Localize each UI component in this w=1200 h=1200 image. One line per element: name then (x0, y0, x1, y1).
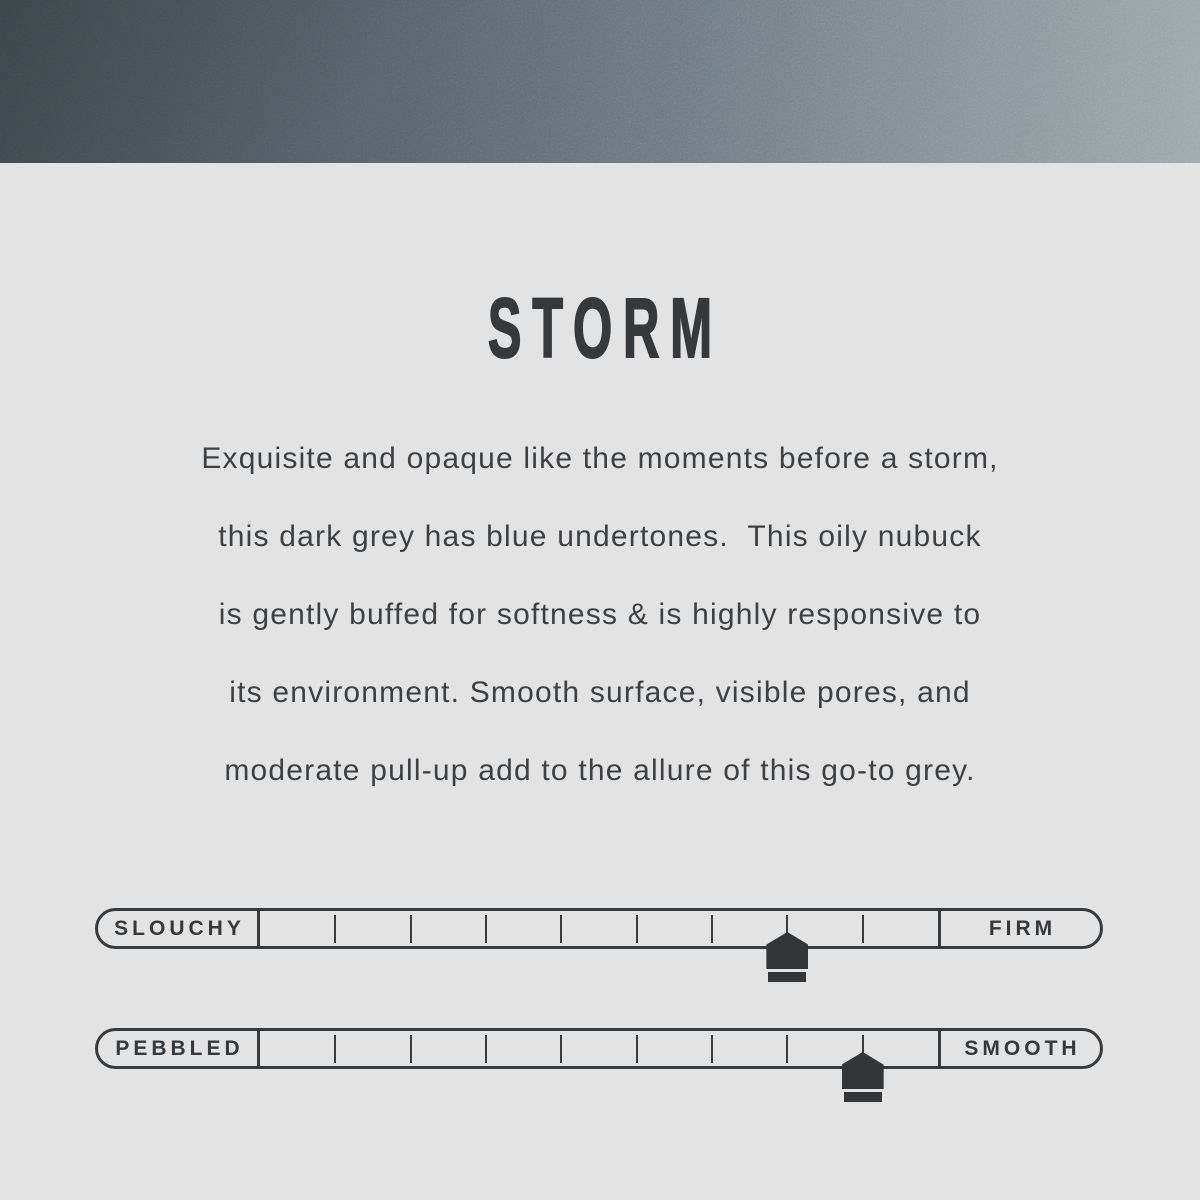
description-line: is gently buffed for softness & is highly responsive to (218, 598, 982, 631)
description-line: its environment. Smooth surface, visible pores, and (229, 676, 971, 709)
marker-bar (768, 972, 806, 982)
scale-tick (485, 915, 487, 943)
scale-tick (485, 1035, 487, 1063)
leather-grain-texture (0, 0, 1200, 163)
slouchy-firm-scale (95, 908, 1103, 949)
scale-tick (334, 915, 336, 943)
description-line: moderate pull-up add to the allure of this go-to grey. (224, 754, 976, 787)
scale-right-compartment (938, 1031, 1100, 1066)
scale-track (260, 1031, 938, 1066)
description-line: Exquisite and opaque like the moments before a storm, (201, 442, 999, 475)
marker-head (766, 932, 808, 969)
scale-marker (766, 932, 808, 982)
scale-tick (711, 915, 713, 943)
scale-track (260, 911, 938, 946)
scale-marker (842, 1052, 884, 1102)
scale-left-label: SLOUCHY (114, 916, 245, 940)
scale-right-label: FIRM (988, 916, 1057, 940)
scale-tick (786, 1035, 788, 1063)
scale-tick (560, 1035, 562, 1063)
scale-tick (862, 915, 864, 943)
description-paragraph (150, 420, 1050, 810)
scale-left-compartment (98, 1031, 260, 1066)
pebbled-smooth-scale (95, 1028, 1103, 1069)
scale-tick (711, 1035, 713, 1063)
scale-left-compartment (98, 911, 260, 946)
scale-tick (636, 1035, 638, 1063)
description-line: this dark grey has blue undertones. This oily nubuck (218, 520, 982, 553)
scale-right-compartment (938, 911, 1100, 946)
scale-tick (636, 915, 638, 943)
scale-right-label: SMOOTH (964, 1036, 1081, 1060)
scale-tick (560, 915, 562, 943)
marker-head (842, 1052, 884, 1089)
scale-tick (334, 1035, 336, 1063)
page-title: STORM (487, 281, 723, 375)
leather-swatch-photo (0, 0, 1200, 163)
marker-bar (844, 1092, 882, 1102)
scale-tick (410, 1035, 412, 1063)
scale-left-label: PEBBLED (115, 1036, 244, 1060)
scale-tick (410, 915, 412, 943)
